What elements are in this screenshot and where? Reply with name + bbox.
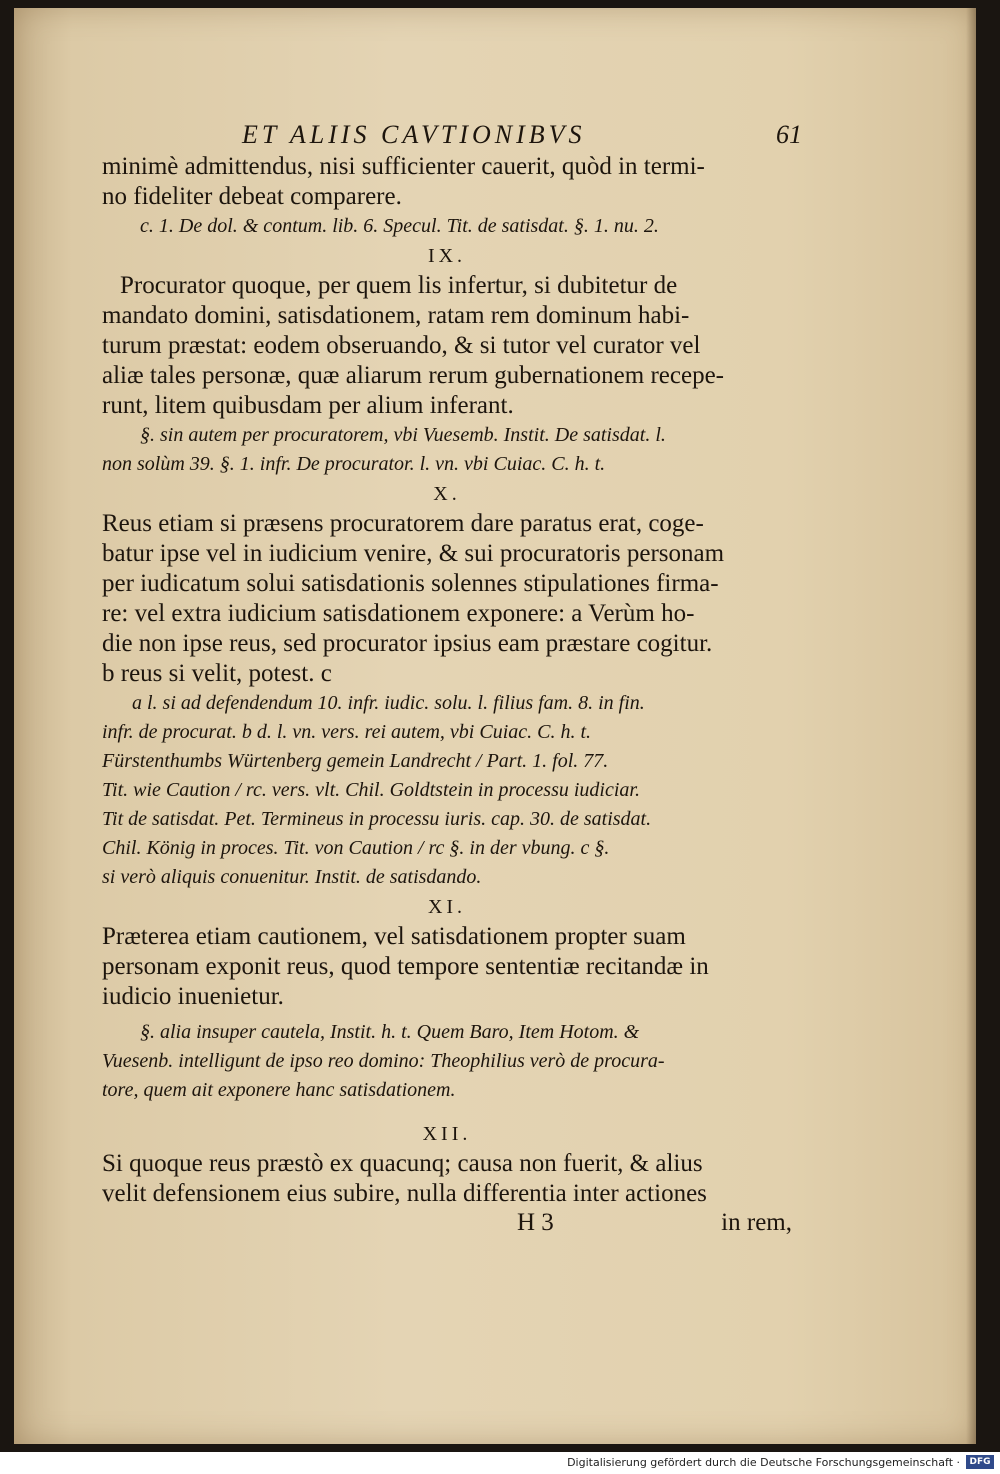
catchword: in rem,: [721, 1209, 792, 1236]
citation-line: infr. de procurat. b d. l. vn. vers. rei autem, vbi Cuiac. C. h. t.: [102, 721, 592, 743]
body-line: personam exponit reus, quod tempore sententiæ recitandæ in: [102, 953, 709, 980]
section-numeral-xi: XI.: [427, 896, 467, 918]
citation-line: si verò aliquis conuenitur. Instit. de satisdando.: [102, 866, 482, 888]
body-line: re: vel extra iudicium satisdationem exponere: a Verùm ho-: [102, 600, 695, 627]
signature-mark: H 3: [517, 1209, 554, 1236]
body-line: Reus etiam si præsens procuratorem dare paratus erat, coge-: [102, 510, 704, 537]
body-line: turum præstat: eodem obseruando, & si tutor vel curator vel: [102, 332, 701, 359]
body-line: Procurator quoque, per quem lis infertur, si dubitetur de: [120, 272, 678, 299]
citation-line: §. alia insuper cautela, Instit. h. t. Quem Baro, Item Hotom. &: [140, 1021, 640, 1043]
body-line: aliæ tales personæ, quæ aliarum rerum gubernationem recepe-: [102, 362, 725, 389]
citation-line: non solùm 39. §. 1. infr. De procurator. l. vn. vbi Cuiac. C. h. t.: [102, 453, 606, 475]
dfg-logo-icon: DFG: [966, 1455, 994, 1469]
citation-line: Tit. wie Caution / rc. vers. vlt. Chil. Goldtstein in processu iudiciar.: [102, 779, 640, 801]
running-title: ET ALIIS CAVTIONIBVS: [242, 120, 586, 149]
body-line: iudicio inuenietur.: [102, 983, 284, 1010]
signature-line: [102, 1209, 792, 1239]
citation-line: §. sin autem per procuratorem, vbi Vuesemb. Instit. De satisdat. l.: [140, 424, 666, 446]
running-head: [102, 112, 802, 152]
body-line: mandato domini, satisdationem, ratam rem dominum habi-: [102, 302, 690, 329]
body-line: no fideliter debeat comparere.: [102, 183, 402, 210]
body-line: runt, litem quibusdam per alium inferant.: [102, 392, 514, 419]
book-page: [14, 8, 976, 1444]
text-block: [102, 112, 802, 1239]
spacer: [102, 1105, 792, 1119]
body-line: Præterea etiam cautionem, vel satisdationem propter suam: [102, 923, 686, 950]
body-line: b reus si velit, potest. c: [102, 660, 332, 687]
citation-line: tore, quem ait exponere hanc satisdationem.: [102, 1079, 456, 1101]
page-edge-shadow: [966, 8, 976, 1444]
section-numeral-xii: XII.: [422, 1123, 472, 1145]
footer-credit: Digitalisierung gefördert durch die Deutsche Forschungsgemeinschaft ·: [567, 1456, 960, 1469]
citation-line: Tit de satisdat. Pet. Termineus in processu iuris. cap. 30. de satisdat.: [102, 808, 652, 830]
citation-line: a l. si ad defendendum 10. infr. iudic. solu. l. filius fam. 8. in fin.: [132, 692, 645, 714]
citation-line: Vuesenb. intelligunt de ipso reo domino: Theophilius verò de procura-: [102, 1050, 665, 1072]
body-line: die non ipse reus, sed procurator ipsius eam præstare cogitur.: [102, 630, 713, 657]
body-line: minimè admittendus, nisi sufficienter cauerit, quòd in termi-: [102, 153, 705, 180]
section-numeral-ix: IX.: [427, 245, 467, 267]
folio-number: 61: [776, 120, 802, 149]
body-line: batur ipse vel in iudicium venire, & sui procuratoris personam: [102, 540, 725, 567]
body-line: velit defensionem eius subire, nulla differentia inter actiones: [102, 1180, 707, 1207]
footer-bar: [0, 1452, 1000, 1474]
citation-line: c. 1. De dol. & contum. lib. 6. Specul. Tit. de satisdat. §. 1. nu. 2.: [140, 215, 659, 237]
citation-line: Chil. König in proces. Tit. von Caution / rc §. in der vbung. c §.: [102, 837, 610, 859]
citation-line: Fürstenthumbs Würtenberg gemein Landrecht / Part. 1. fol. 77.: [102, 750, 609, 772]
body-line: Si quoque reus præstò ex quacunq; causa non fuerit, & alius: [102, 1150, 703, 1177]
section-numeral-x: X.: [433, 483, 461, 505]
body-line: per iudicatum solui satisdationis solennes stipulationes firma-: [102, 570, 719, 597]
